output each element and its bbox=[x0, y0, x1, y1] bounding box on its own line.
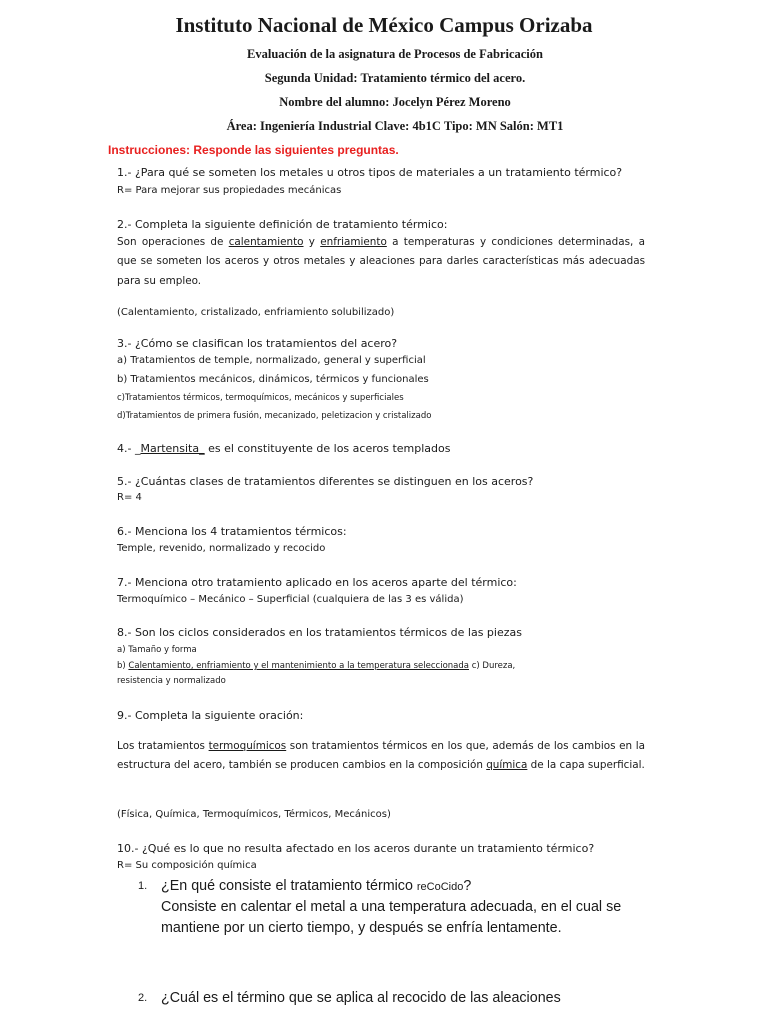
sentence-text: son tratamientos térmicos en los que, además de los cambios en la estructura del acero, también se producen cambios en la composición bbox=[117, 740, 646, 772]
extra-answer-1: Consiste en calentar el metal a una temperatura adecuada, en el cual se mantiene por un cierto tiempo, y después se enfría lentamente. bbox=[161, 899, 622, 936]
blank-answer-calentamiento: calentamiento bbox=[228, 236, 304, 248]
answer-6: Temple, revenido, normalizado y recocido bbox=[117, 543, 326, 554]
question-10: 10.- ¿Qué es lo que no resulta afectado en los aceros durante un tratamiento térmico? bbox=[117, 842, 595, 855]
blank-answer-enfriamiento: enfriamiento bbox=[320, 236, 387, 248]
extra-question-2: ¿Cuál es el término que se aplica al recocido de las aleaciones bbox=[161, 990, 561, 1006]
answer-5: R= 4 bbox=[117, 492, 142, 503]
instructions: Instrucciones: Responde las siguientes preguntas. bbox=[108, 143, 399, 157]
extra-question-1-text: ¿En qué consiste el tratamiento térmico bbox=[161, 878, 417, 894]
sentence-text: Los tratamientos bbox=[117, 740, 209, 752]
option-3b: b) Tratamientos mecánicos, dinámicos, térmicos y funcionales bbox=[117, 374, 429, 385]
definition-text: a temperaturas y condiciones determinadas, a que se someten los aceros y otros metales y aleaciones para darles características más adecuadas para su empleo. bbox=[117, 236, 645, 287]
definition-paragraph bbox=[117, 233, 645, 291]
answer-7: Termoquímico – Mecánico – Superficial (cualquiera de las 3 es válida) bbox=[117, 594, 464, 605]
options-2: (Calentamiento, cristalizado, enfriamiento solubilizado) bbox=[117, 307, 395, 318]
option-3c: c)Tratamientos térmicos, termoquímicos, mecánicos y superficiales bbox=[117, 393, 404, 403]
blank-answer-martensita: Martensita_ bbox=[140, 442, 205, 455]
question-8: 8.- Son los ciclos considerados en los tratamientos térmicos de las piezas bbox=[117, 626, 522, 639]
q4-suffix: es el constituyente de los aceros templados bbox=[204, 442, 451, 455]
option-3a: a) Tratamientos de temple, normalizado, general y superficial bbox=[117, 355, 426, 366]
definition-text: Son operaciones de bbox=[117, 236, 229, 248]
option-8a: a) Tamaño y forma bbox=[117, 645, 197, 655]
definition-text: y bbox=[303, 236, 321, 248]
extra-number-2: 2. bbox=[138, 992, 148, 1004]
q4-prefix: 4.- _ bbox=[117, 442, 141, 455]
student-name: Nombre del alumno: Jocelyn Pérez Moreno bbox=[279, 95, 511, 109]
options-9: (Física, Química, Termoquímicos, Térmicos, Mecánicos) bbox=[117, 809, 391, 820]
option-8b bbox=[117, 661, 515, 671]
unit-heading: Segunda Unidad: Tratamiento térmico del acero. bbox=[264, 71, 526, 85]
option-8c: c) Dureza, bbox=[469, 661, 516, 671]
question-4 bbox=[117, 442, 450, 455]
question-7: 7.- Menciona otro tratamiento aplicado en los aceros aparte del térmico: bbox=[117, 576, 517, 589]
question-9: 9.- Completa la siguiente oración: bbox=[117, 709, 304, 722]
question-3: 3.- ¿Cómo se clasifican los tratamientos del acero? bbox=[117, 337, 398, 350]
question-1: 1.- ¿Para qué se someten los metales u otros tipos de materiales a un tratamiento térmico? bbox=[117, 166, 623, 179]
question-6: 6.- Menciona los 4 tratamientos térmicos: bbox=[117, 525, 347, 538]
extra-question-1-end: ? bbox=[463, 878, 472, 894]
sentence-paragraph bbox=[117, 737, 645, 776]
option-8b-prefix: b) bbox=[117, 661, 129, 671]
area-info: Área: Ingeniería Industrial Clave: 4b1C Tipo: MN Salón: MT1 bbox=[226, 119, 564, 133]
page-title: Instituto Nacional de México Campus Orizaba bbox=[175, 13, 593, 37]
extra-number-1: 1. bbox=[138, 880, 148, 892]
blank-answer-quimica: química bbox=[486, 759, 528, 772]
blank-answer-termoquimicos: termoquímicos bbox=[208, 740, 287, 752]
option-3d: d)Tratamientos de primera fusión, mecanizado, peletizacion y cristalizado bbox=[117, 411, 432, 421]
extra-question-1 bbox=[161, 876, 471, 898]
extra-question-1-word: reCoCido bbox=[416, 881, 464, 893]
evaluation-heading: Evaluación de la asignatura de Procesos de Fabricación bbox=[247, 47, 543, 61]
option-8c-cont: resistencia y normalizado bbox=[117, 676, 226, 686]
answer-10: R= Su composición química bbox=[117, 860, 257, 871]
sentence-text: de la capa superficial. bbox=[527, 759, 645, 772]
option-8b-answer: Calentamiento, enfriamiento y el mantenimiento a la temperatura seleccionada bbox=[128, 661, 469, 671]
answer-1: R= Para mejorar sus propiedades mecánicas bbox=[117, 185, 342, 196]
question-2: 2.- Completa la siguiente definición de tratamiento térmico: bbox=[117, 218, 448, 231]
question-5: 5.- ¿Cuántas clases de tratamientos diferentes se distinguen en los aceros? bbox=[117, 475, 534, 488]
